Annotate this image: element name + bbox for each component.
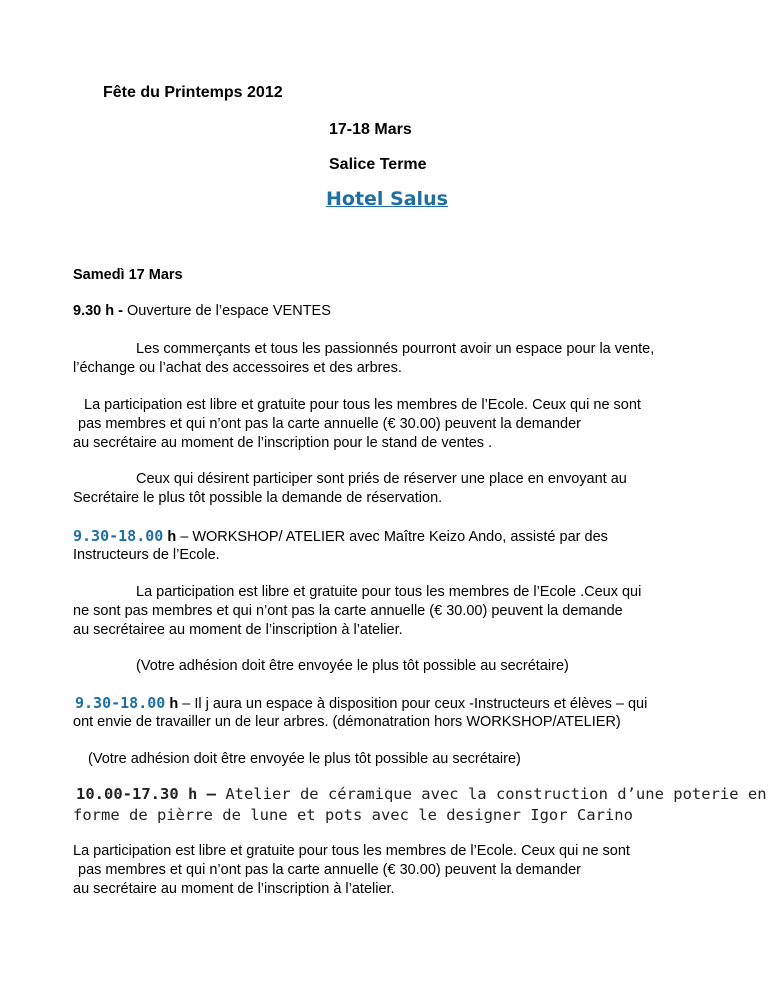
- ceramic-time: 10.00-17.30 h –: [76, 785, 216, 803]
- ceramic-paragraph-line-3: au secrétaire au moment de l’inscription à l’atelier.: [73, 881, 395, 897]
- sales-paragraph-2-line-1: La participation est libre et gratuite pour tous les membres de l’Ecole. Ceux qui ne sont: [84, 397, 641, 413]
- sales-title: Ouverture de l’espace VENTES: [127, 303, 331, 319]
- workshop-heading: [73, 527, 608, 546]
- event-location: Salice Terme: [329, 156, 427, 173]
- space-time: 9.30-18.00: [75, 694, 166, 712]
- day-title: Samedì 17 Mars: [73, 267, 183, 283]
- sales-paragraph-3-line-1: Ceux qui désirent participer sont priés de réserver une place en envoyant au: [136, 471, 627, 487]
- workshop-paragraph-line-3: au secrétairee au moment de l’inscription à l’atelier.: [73, 622, 403, 638]
- event-title: Fête du Printemps 2012: [103, 84, 283, 101]
- venue-link[interactable]: Hotel Salus: [326, 188, 448, 210]
- sales-paragraph-1-line-2: l’échange ou l’achat des accessoires et des arbres.: [73, 360, 402, 376]
- workshop-paragraph-line-2: ne sont pas membres et qui n’ont pas la carte annuelle (€ 30.00) peuvent la demande: [73, 603, 623, 619]
- sales-paragraph-2-line-2: pas membres et qui n’ont pas la carte annuelle (€ 30.00) peuvent la demander: [78, 416, 581, 432]
- workshop-hour-suffix: h: [163, 529, 177, 545]
- workshop-paragraph-line-1: La participation est libre et gratuite pour tous les membres de l’Ecole .Ceux qui: [136, 584, 642, 600]
- space-note: (Votre adhésion doit être envoyée le plus tôt possible au secrétaire): [88, 751, 521, 767]
- space-title-line-2: ont envie de travailler un de leur arbres. (démonatration hors WORKSHOP/ATELIER): [73, 714, 621, 730]
- ceramic-title-line-2: forme de pièrre de lune et pots avec le designer Igor Carino: [73, 806, 633, 824]
- sales-paragraph-3-line-2: Secrétaire le plus tôt possible la demande de réservation.: [73, 490, 443, 506]
- space-title: – Il j aura un espace à disposition pour ceux -Instructeurs et élèves – qui: [178, 696, 648, 712]
- workshop-note: (Votre adhésion doit être envoyée le plus tôt possible au secrétaire): [136, 658, 569, 674]
- workshop-time: 9.30-18.00: [73, 527, 164, 545]
- sales-paragraph-1-line-1: Les commerçants et tous les passionnés pourront avoir un espace pour la vente,: [136, 341, 655, 357]
- sales-separator: -: [114, 303, 127, 319]
- sales-heading: [73, 302, 331, 320]
- ceramic-paragraph-line-1: La participation est libre et gratuite pour tous les membres de l’Ecole. Ceux qui ne sont: [73, 843, 630, 859]
- ceramic-title: Atelier de céramique avec la construction d’une poterie en: [215, 785, 767, 803]
- workshop-title-line-2: Instructeurs de l’Ecole.: [73, 547, 220, 563]
- space-heading: [75, 694, 647, 713]
- ceramic-paragraph-line-2: pas membres et qui n’ont pas la carte annuelle (€ 30.00) peuvent la demander: [78, 862, 581, 878]
- event-dates: 17-18 Mars: [329, 121, 412, 138]
- workshop-title: – WORKSHOP/ ATELIER avec Maître Keizo Ando, assisté par des: [176, 529, 608, 545]
- sales-time: 9.30 h: [73, 303, 115, 319]
- ceramic-heading: [76, 785, 767, 804]
- space-hour-suffix: h: [165, 696, 179, 712]
- sales-paragraph-2-line-3: au secrétaire au moment de l’inscription pour le stand de ventes .: [73, 435, 493, 451]
